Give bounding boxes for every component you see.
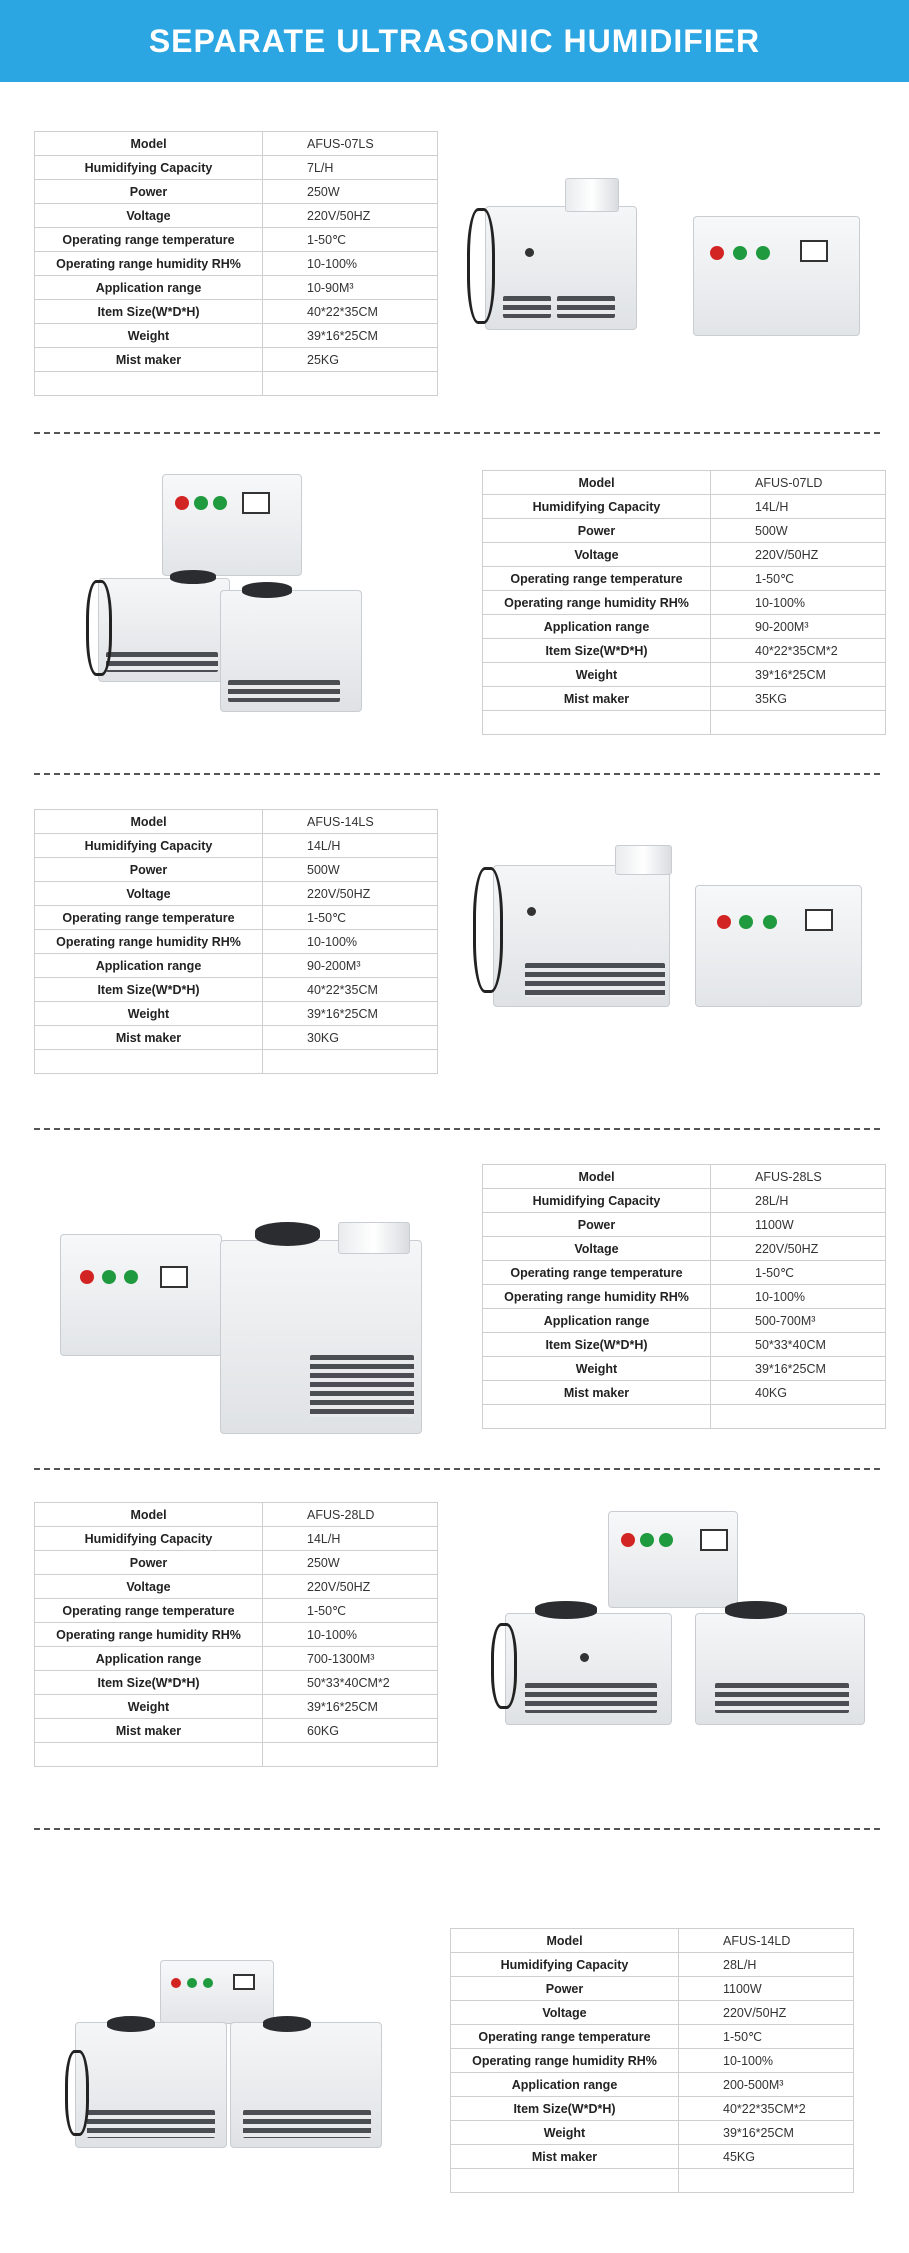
spec-row (35, 1551, 438, 1575)
spec-value: 14L/H (711, 495, 886, 519)
spec-label: Item Size(W*D*H) (35, 978, 263, 1002)
spec-row (35, 276, 438, 300)
spec-label: Model (483, 471, 711, 495)
spec-row (35, 228, 438, 252)
product-photo-afus-07ls (465, 178, 865, 358)
spec-table-afus-14ls (34, 809, 438, 1074)
spec-row (35, 834, 438, 858)
spec-value: 250W (263, 1551, 438, 1575)
spec-value: 7L/H (263, 156, 438, 180)
section-divider (34, 432, 880, 434)
spec-row (35, 906, 438, 930)
spec-value: 40*22*35CM*2 (711, 639, 886, 663)
spec-row (35, 156, 438, 180)
spec-row (451, 2097, 854, 2121)
spec-value: 25KG (263, 348, 438, 372)
spec-label: Item Size(W*D*H) (483, 1333, 711, 1357)
spec-row (451, 1953, 854, 1977)
spec-label: Humidifying Capacity (35, 834, 263, 858)
spec-value: 10-100% (263, 930, 438, 954)
spec-row (451, 2145, 854, 2169)
product-photo-afus-14ld (65, 1960, 395, 2150)
spec-value: AFUS-28LD (263, 1503, 438, 1527)
product-photo-afus-28ls (60, 1210, 440, 1435)
spec-row (35, 858, 438, 882)
spec-label: Voltage (35, 882, 263, 906)
spec-empty-cell (263, 1743, 438, 1767)
spec-label: Operating range humidity RH% (35, 930, 263, 954)
spec-value: 500-700M³ (711, 1309, 886, 1333)
spec-label: Power (35, 180, 263, 204)
spec-row (483, 1189, 886, 1213)
spec-value: 700-1300M³ (263, 1647, 438, 1671)
spec-value: AFUS-14LD (679, 1929, 854, 1953)
spec-value: 500W (711, 519, 886, 543)
spec-label: Weight (483, 1357, 711, 1381)
spec-label: Mist maker (451, 2145, 679, 2169)
spec-value: 28L/H (679, 1953, 854, 1977)
spec-row (451, 2073, 854, 2097)
spec-row (483, 1357, 886, 1381)
spec-value: 1-50℃ (711, 567, 886, 591)
spec-value: 90-200M³ (711, 615, 886, 639)
spec-row (35, 252, 438, 276)
spec-value: 40*22*35CM (263, 978, 438, 1002)
spec-row (35, 300, 438, 324)
spec-label: Mist maker (35, 1026, 263, 1050)
spec-value: 10-100% (679, 2049, 854, 2073)
spec-empty-cell (35, 1743, 263, 1767)
spec-value: 39*16*25CM (711, 663, 886, 687)
spec-label: Humidifying Capacity (483, 495, 711, 519)
spec-row-empty (35, 1050, 438, 1074)
spec-row-empty (451, 2169, 854, 2193)
spec-row (451, 1929, 854, 1953)
spec-row (35, 1599, 438, 1623)
spec-value: 10-100% (263, 1623, 438, 1647)
spec-value: 10-100% (711, 591, 886, 615)
spec-label: Operating range humidity RH% (35, 252, 263, 276)
spec-label: Operating range temperature (35, 1599, 263, 1623)
product-photo-afus-14ls (465, 845, 865, 1025)
spec-row (483, 1309, 886, 1333)
spec-row (483, 471, 886, 495)
spec-value: 200-500M³ (679, 2073, 854, 2097)
spec-value: 220V/50HZ (263, 1575, 438, 1599)
spec-label: Item Size(W*D*H) (35, 1671, 263, 1695)
spec-label: Voltage (483, 543, 711, 567)
spec-label: Operating range humidity RH% (483, 1285, 711, 1309)
spec-label: Model (35, 1503, 263, 1527)
spec-value: 250W (263, 180, 438, 204)
spec-label: Model (35, 810, 263, 834)
spec-value: 220V/50HZ (711, 1237, 886, 1261)
spec-label: Application range (35, 1647, 263, 1671)
spec-row (483, 639, 886, 663)
spec-value: 28L/H (711, 1189, 886, 1213)
spec-label: Voltage (451, 2001, 679, 2025)
spec-row (483, 687, 886, 711)
spec-value: 1-50℃ (263, 228, 438, 252)
spec-empty-cell (711, 1405, 886, 1429)
spec-value: AFUS-14LS (263, 810, 438, 834)
spec-row (35, 1695, 438, 1719)
spec-row (35, 1623, 438, 1647)
spec-label: Humidifying Capacity (451, 1953, 679, 1977)
title-banner (0, 0, 909, 82)
spec-row (35, 1503, 438, 1527)
spec-table-afus-07ld (482, 470, 886, 735)
spec-label: Weight (451, 2121, 679, 2145)
spec-label: Power (451, 1977, 679, 2001)
spec-value: 39*16*25CM (679, 2121, 854, 2145)
spec-row (35, 1719, 438, 1743)
spec-label: Application range (483, 615, 711, 639)
spec-row (483, 1165, 886, 1189)
spec-value: 90-200M³ (263, 954, 438, 978)
spec-label: Model (451, 1929, 679, 1953)
spec-row (483, 1261, 886, 1285)
spec-label: Weight (483, 663, 711, 687)
spec-label: Item Size(W*D*H) (451, 2097, 679, 2121)
spec-value: AFUS-28LS (711, 1165, 886, 1189)
spec-label: Weight (35, 324, 263, 348)
spec-value: 14L/H (263, 1527, 438, 1551)
spec-label: Weight (35, 1002, 263, 1026)
spec-label: Operating range temperature (483, 1261, 711, 1285)
spec-value: 45KG (679, 2145, 854, 2169)
spec-label: Power (35, 858, 263, 882)
spec-row (35, 1002, 438, 1026)
spec-row (35, 930, 438, 954)
spec-value: 1-50℃ (263, 1599, 438, 1623)
spec-table-afus-14ld (450, 1928, 854, 2193)
spec-label: Application range (451, 2073, 679, 2097)
spec-label: Operating range humidity RH% (451, 2049, 679, 2073)
spec-table-afus-28ld (34, 1502, 438, 1767)
spec-row (35, 180, 438, 204)
spec-label: Power (483, 1213, 711, 1237)
spec-label: Voltage (35, 204, 263, 228)
spec-row (35, 1026, 438, 1050)
spec-label: Mist maker (35, 348, 263, 372)
spec-value: 500W (263, 858, 438, 882)
section-divider (34, 1128, 880, 1130)
spec-value: 10-100% (263, 252, 438, 276)
spec-value: 1100W (679, 1977, 854, 2001)
spec-value: 40KG (711, 1381, 886, 1405)
spec-row (451, 2049, 854, 2073)
spec-row (483, 519, 886, 543)
spec-row (483, 543, 886, 567)
spec-row (451, 2121, 854, 2145)
spec-row (35, 204, 438, 228)
spec-value: 220V/50HZ (711, 543, 886, 567)
spec-row-empty (35, 1743, 438, 1767)
spec-label: Mist maker (35, 1719, 263, 1743)
spec-row (35, 132, 438, 156)
spec-empty-cell (451, 2169, 679, 2193)
spec-label: Operating range temperature (35, 228, 263, 252)
product-photo-afus-28ld (485, 1505, 880, 1730)
spec-row (483, 663, 886, 687)
spec-value: 1-50℃ (711, 1261, 886, 1285)
spec-empty-cell (711, 711, 886, 735)
section-divider (34, 1828, 880, 1830)
spec-row (483, 1285, 886, 1309)
spec-value: 39*16*25CM (711, 1357, 886, 1381)
spec-empty-cell (679, 2169, 854, 2193)
spec-label: Weight (35, 1695, 263, 1719)
spec-label: Application range (35, 954, 263, 978)
spec-empty-cell (263, 1050, 438, 1074)
spec-table-afus-28ls (482, 1164, 886, 1429)
spec-label: Voltage (483, 1237, 711, 1261)
spec-label: Operating range temperature (483, 567, 711, 591)
spec-row (483, 495, 886, 519)
spec-value: 220V/50HZ (263, 882, 438, 906)
spec-row (483, 615, 886, 639)
spec-label: Mist maker (483, 687, 711, 711)
spec-row (483, 1381, 886, 1405)
spec-label: Humidifying Capacity (35, 1527, 263, 1551)
spec-label: Item Size(W*D*H) (35, 300, 263, 324)
spec-label: Operating range humidity RH% (483, 591, 711, 615)
spec-value: 220V/50HZ (263, 204, 438, 228)
spec-value: 50*33*40CM*2 (263, 1671, 438, 1695)
spec-label: Humidifying Capacity (35, 156, 263, 180)
spec-value: 39*16*25CM (263, 324, 438, 348)
spec-label: Power (35, 1551, 263, 1575)
spec-row (451, 2025, 854, 2049)
spec-value: 1-50℃ (263, 906, 438, 930)
product-photo-afus-07ld (70, 470, 390, 730)
spec-row (483, 1333, 886, 1357)
spec-row (35, 1575, 438, 1599)
spec-label: Operating range temperature (451, 2025, 679, 2049)
spec-row (35, 348, 438, 372)
spec-empty-cell (483, 711, 711, 735)
spec-row (35, 810, 438, 834)
spec-empty-cell (35, 372, 263, 396)
spec-value: 1100W (711, 1213, 886, 1237)
spec-value: 1-50℃ (679, 2025, 854, 2049)
spec-value: 35KG (711, 687, 886, 711)
spec-label: Model (35, 132, 263, 156)
spec-row (451, 2001, 854, 2025)
spec-row (451, 1977, 854, 2001)
spec-value: AFUS-07LS (263, 132, 438, 156)
spec-label: Voltage (35, 1575, 263, 1599)
spec-row (35, 978, 438, 1002)
spec-row (35, 1647, 438, 1671)
spec-label: Operating range humidity RH% (35, 1623, 263, 1647)
spec-value: 39*16*25CM (263, 1695, 438, 1719)
spec-label: Application range (483, 1309, 711, 1333)
spec-row (35, 1527, 438, 1551)
spec-label: Operating range temperature (35, 906, 263, 930)
spec-value: 30KG (263, 1026, 438, 1050)
section-divider (34, 773, 880, 775)
spec-label: Item Size(W*D*H) (483, 639, 711, 663)
spec-row (483, 1213, 886, 1237)
spec-label: Power (483, 519, 711, 543)
spec-empty-cell (483, 1405, 711, 1429)
spec-value: 220V/50HZ (679, 2001, 854, 2025)
spec-empty-cell (35, 1050, 263, 1074)
page-title: SEPARATE ULTRASONIC HUMIDIFIER (148, 22, 761, 59)
spec-value: 40*22*35CM*2 (679, 2097, 854, 2121)
spec-value: AFUS-07LD (711, 471, 886, 495)
spec-row-empty (483, 1405, 886, 1429)
spec-row (483, 1237, 886, 1261)
spec-label: Mist maker (483, 1381, 711, 1405)
spec-row (483, 591, 886, 615)
spec-row (483, 567, 886, 591)
spec-value: 60KG (263, 1719, 438, 1743)
spec-value: 50*33*40CM (711, 1333, 886, 1357)
spec-row-empty (35, 372, 438, 396)
spec-value: 39*16*25CM (263, 1002, 438, 1026)
spec-row (35, 954, 438, 978)
spec-value: 10-90M³ (263, 276, 438, 300)
spec-value: 10-100% (711, 1285, 886, 1309)
spec-value: 14L/H (263, 834, 438, 858)
spec-value: 40*22*35CM (263, 300, 438, 324)
section-divider (34, 1468, 880, 1470)
spec-label: Application range (35, 276, 263, 300)
spec-label: Model (483, 1165, 711, 1189)
spec-table-afus-07ls (34, 131, 438, 396)
spec-row (35, 324, 438, 348)
spec-row (35, 882, 438, 906)
spec-empty-cell (263, 372, 438, 396)
spec-label: Humidifying Capacity (483, 1189, 711, 1213)
spec-row-empty (483, 711, 886, 735)
spec-row (35, 1671, 438, 1695)
